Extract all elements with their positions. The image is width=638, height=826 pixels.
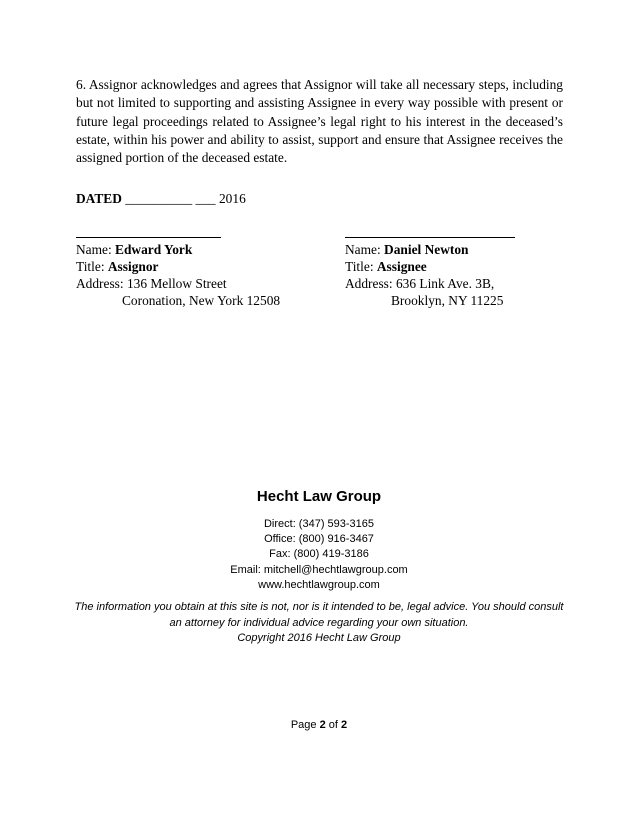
- dated-blanks: __________ ___: [121, 191, 219, 206]
- assignor-address-line2: Coronation, New York 12508: [122, 293, 281, 308]
- assignor-address-line1: Address: 136 Mellow Street: [76, 276, 227, 291]
- disclaimer-line-2: an attorney for individual advice regarding your own situation.: [169, 616, 469, 629]
- office-phone: Office: (800) 916-3467: [264, 533, 374, 546]
- dated-label: DATED: [76, 191, 122, 206]
- assignee-title: Assignee: [376, 259, 427, 274]
- assignee-name: Daniel Newton: [384, 242, 469, 257]
- dated-line: [76, 190, 246, 208]
- assignee-title-row: [345, 258, 503, 275]
- assignor-name-row: [76, 241, 280, 258]
- direct-phone: Direct: (347) 593-3165: [263, 518, 375, 530]
- firm-contact: [0, 517, 638, 593]
- page-number: [0, 718, 638, 732]
- assignee-signature-line: [345, 237, 515, 238]
- assignee-address-line1: Address: 636 Link Ave. 3B,: [345, 276, 495, 291]
- fax-number: Fax: (800) 419-3186: [269, 548, 369, 561]
- assignor-name: Edward York: [115, 242, 193, 257]
- assignee-title-label: Title:: [345, 259, 377, 274]
- disclaimer-line-1: The information you obtain at this site is not, nor is it intended to be, legal advice. You should consult: [74, 601, 564, 613]
- assignor-title-row: [76, 258, 280, 275]
- assignee-name-label: Name:: [345, 242, 385, 257]
- assignee-block: [345, 241, 503, 309]
- copyright: Copyright 2016 Hecht Law Group: [237, 632, 401, 645]
- page-current: 2: [319, 719, 326, 731]
- assignor-title: Assignor: [107, 259, 159, 274]
- email-address: Email: mitchell@hechtlawgroup.com: [230, 563, 408, 576]
- disclaimer: [0, 600, 638, 647]
- assignor-signature-line: [76, 237, 221, 238]
- assignor-name-label: Name:: [76, 242, 116, 257]
- assignor-block: [76, 241, 280, 309]
- dated-year: 2016: [218, 191, 246, 206]
- website: www.hechtlawgroup.com: [258, 578, 380, 591]
- firm-name: Hecht Law Group: [256, 488, 382, 505]
- assignee-address-line2: Brooklyn, NY 11225: [391, 293, 504, 308]
- assignor-title-label: Title:: [76, 259, 108, 274]
- page-prefix: Page: [290, 719, 320, 731]
- paragraph-6: 6. Assignor acknowledges and agrees that Assignor will take all necessary steps, including but not limited to supporting and assisting Assignee in every way possible with present or future legal proceedings related to Assignee’s legal right to his interest in the deceased’s estate, within his power and ability to assist, support and ensure that Assignee receives the assigned portion of the deceased estate.: [76, 77, 563, 166]
- page-of: of: [325, 719, 342, 731]
- page-total: 2: [341, 719, 348, 731]
- assignee-name-row: [345, 241, 503, 258]
